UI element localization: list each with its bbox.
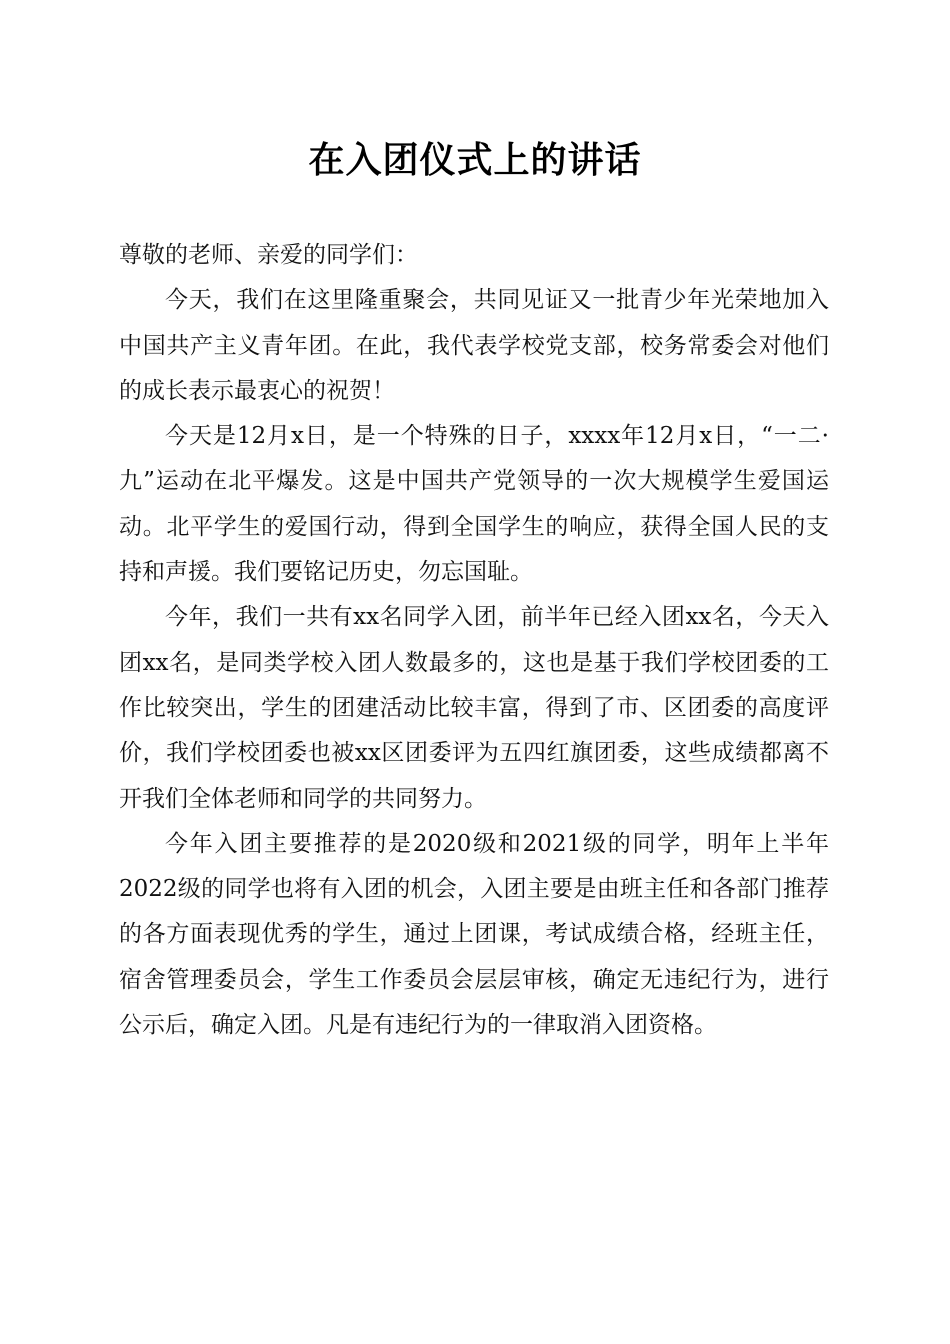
document-title: 在入团仪式上的讲话	[308, 139, 642, 181]
paragraph-3: 今年，我们一共有xx名同学入团，前半年已经入团xx名，今天入团xx名，是同类学校入团人数最多的，这也是基于我们学校团委的工作比较突出，学生的团建活动比较丰富，得到了市、区团委的高度评价，我们学校团委也被xx区团委评为五四红旗团委，这些成绩都离不开我们全体老师和同学的共同努力。	[119, 604, 829, 812]
paragraph-1: 今天，我们在这里隆重聚会，共同见证又一批青少年光荣地加入中国共产主义青年团。在此，我代表学校党支部，校务常委会对他们的成长表示最衷心的祝贺！	[119, 287, 829, 404]
salutation: 尊敬的老师、亲爱的同学们：	[119, 242, 418, 268]
paragraph-2: 今天是12月x日，是一个特殊的日子，xxxx年12月x日，“一二·九”运动在北平爆发。这是中国共产党领导的一次大规模学生爱国运动。北平学生的爱国行动，得到全国学生的响应，获得全国人民的支持和声援。我们要铭记历史，勿忘国耻。	[119, 423, 829, 586]
document-body	[119, 233, 829, 1048]
paragraph-4: 今年入团主要推荐的是2020级和2021级的同学，明年上半年2022级的同学也将有入团的机会，入团主要是由班主任和各部门推荐的各方面表现优秀的学生，通过上团课，考试成绩合格，经班主任，宿舍管理委员会，学生工作委员会层层审核，确定无违纪行为，进行公示后，确定入团。凡是有违纪行为的一律取消入团资格。	[119, 830, 829, 1039]
